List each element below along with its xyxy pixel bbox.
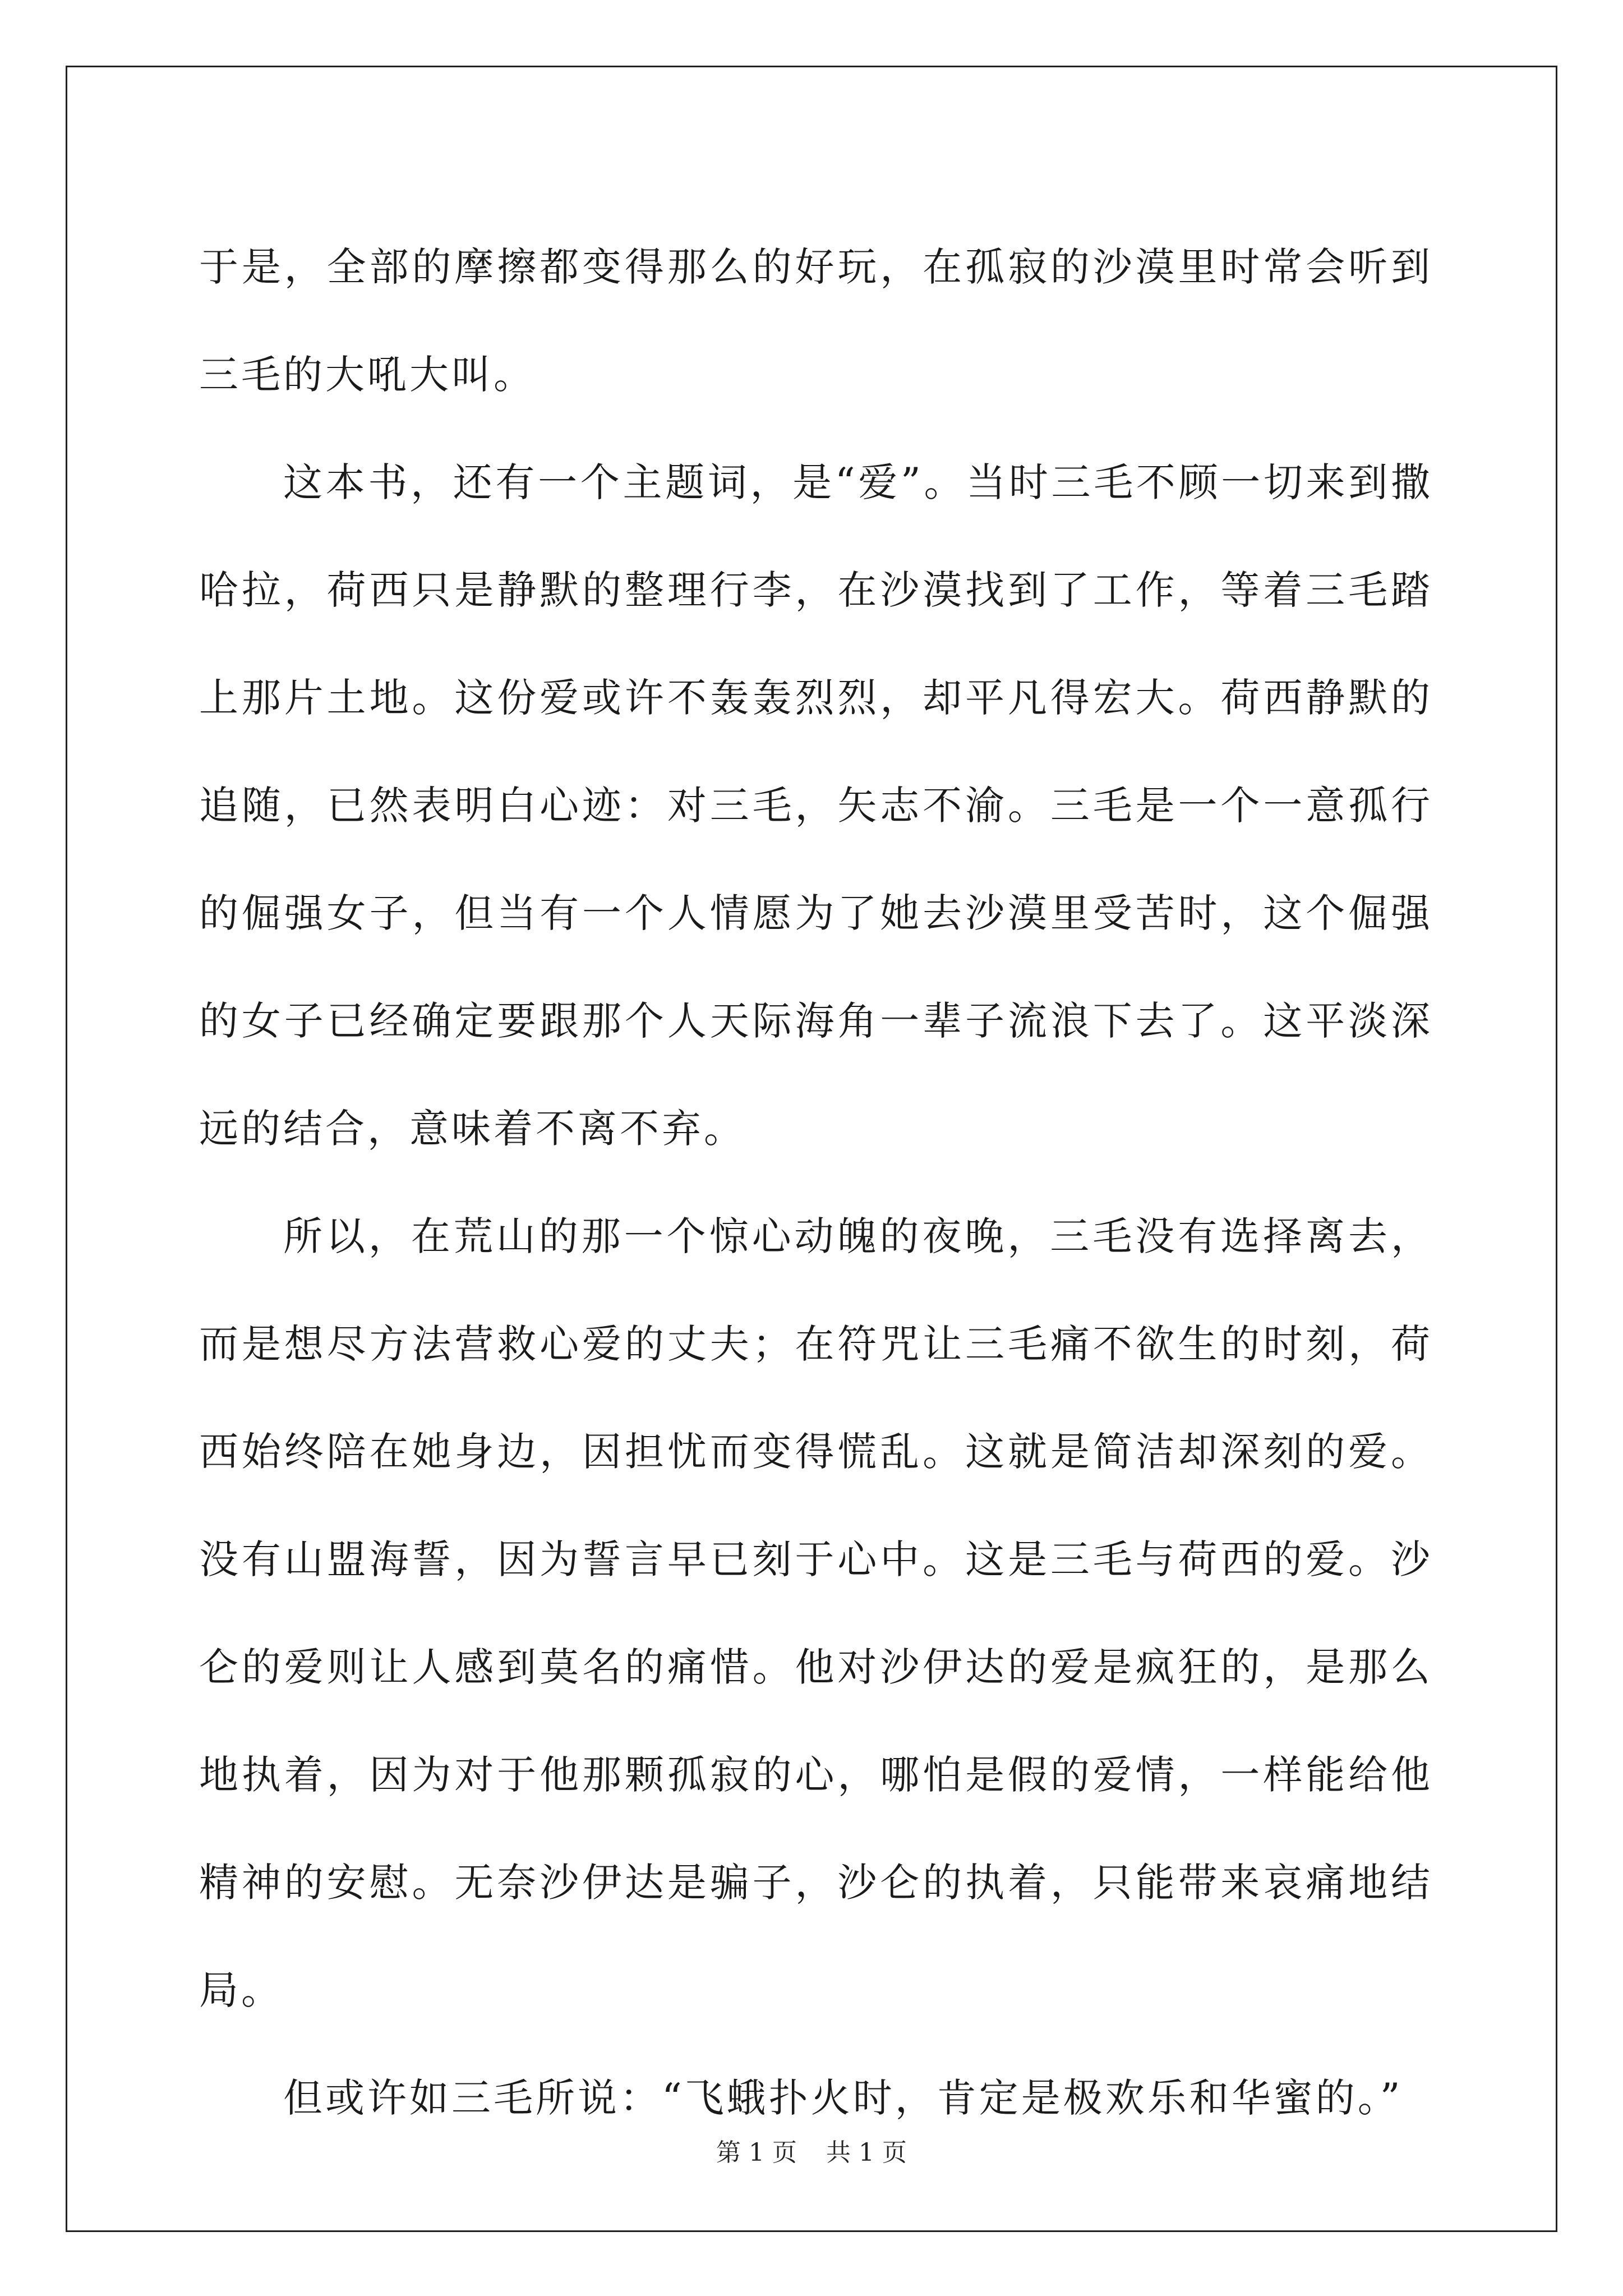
page-total: 共 1 页 (826, 2138, 907, 2167)
paragraph-2: 这本书，还有一个主题词，是“爱”。当时三毛不顾一切来到撒哈拉，荷西只是静默的整理行李，在沙漠找到了工作，等着三毛踏上那片土地。这份爱或许不轰轰烈烈，却平凡得宏大。荷西静默的追随，已然表明白心迹：对三毛，矢志不渝。三毛是一个一意孤行的倔强女子，但当有一个人情愿为了她去沙漠里受苦时，这个倔强的女子已经确定要跟那个人天际海角一辈子流浪下去了。这平淡深远的结合，意味着不离不弃。 (199, 459, 1433, 1152)
paragraph-1: 于是，全部的摩擦都变得那么的好玩，在孤寂的沙漠里时常会听到三毛的大吼大叫。 (199, 244, 1433, 398)
paragraph-3: 所以，在荒山的那一个惊心动魄的夜晚，三毛没有选择离去，而是想尽方法营救心爱的丈夫；在符咒让三毛痛不欲生的时刻，荷西始终陪在她身边，因担忧而变得慌乱。这就是简洁却深刻的爱。没有山盟海誓，因为誓言早已刻于心中。这是三毛与荷西的爱。沙仑的爱则让人感到莫名的痛惜。他对沙伊达的爱是疯狂的，是那么地执着，因为对于他那颗孤寂的心，哪怕是假的爱情，一样能给他精神的安慰。无奈沙伊达是骗子，沙仑的执着，只能带来哀痛地结局。 (199, 1213, 1433, 2013)
page-footer (0, 2136, 1623, 2170)
page-number: 第 1 页 (716, 2138, 797, 2167)
document-body (199, 213, 1433, 2152)
paragraph-4: 但或许如三毛所说：“飞蛾扑火时，肯定是极欢乐和华蜜的。” (283, 2075, 1403, 2121)
